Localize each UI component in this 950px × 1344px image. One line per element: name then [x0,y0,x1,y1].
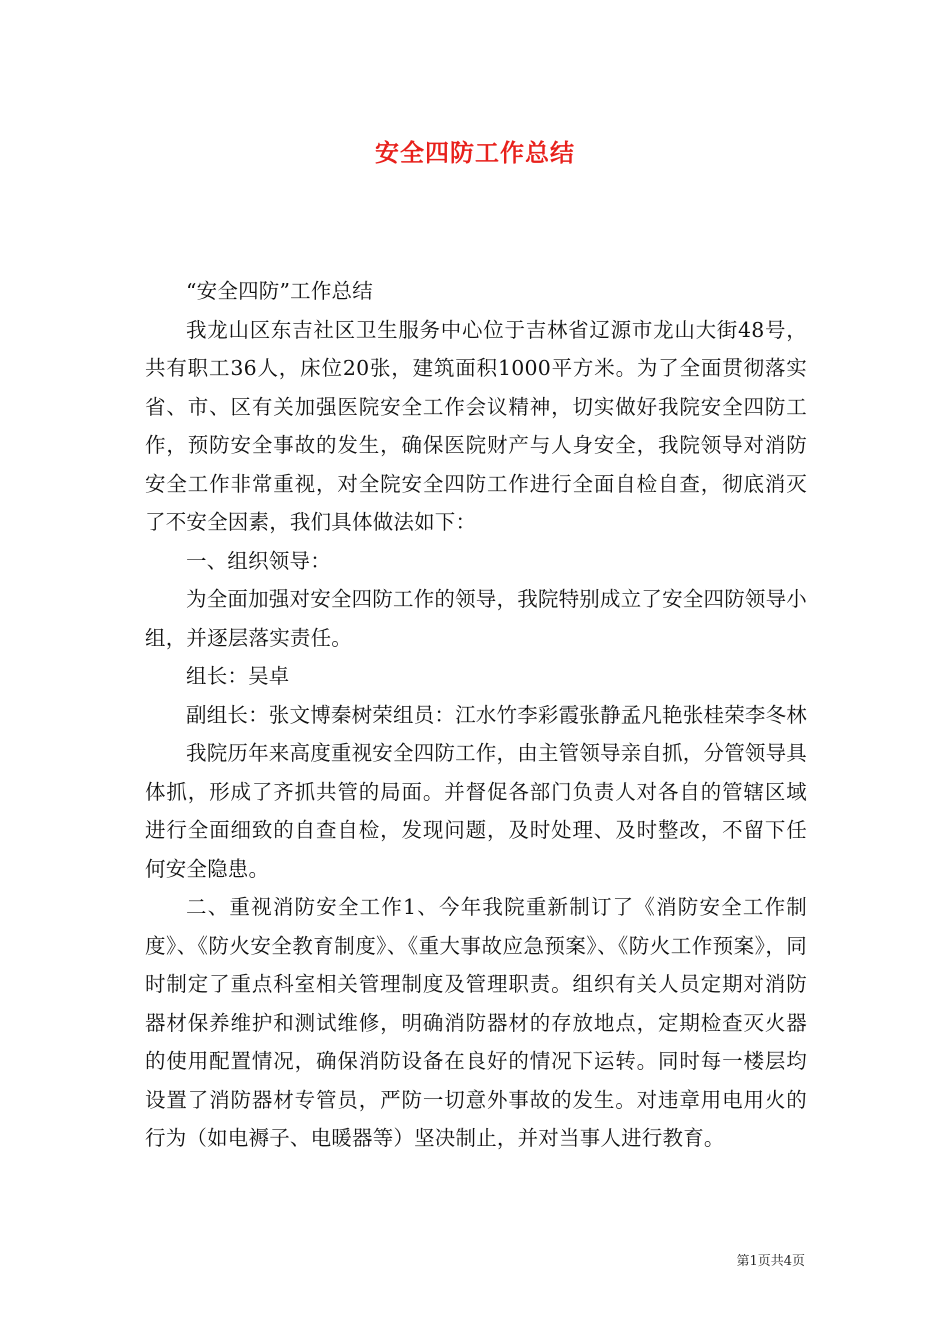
paragraph-management: 我院历年来高度重视安全四防工作，由主管领导亲自抓，分管领导具体抓，形成了齐抓共管的局面。并督促各部门负责人对各自的管辖区域进行全面细致的自查自检，发现问题，及时处理、及时整改，不留下任何安全隐患。 [145,741,807,881]
document-title: 安全四防工作总结 [375,139,575,167]
paragraph-fire-safety: 二、重视消防安全工作1、今年我院重新制订了《消防安全工作制度》、《防火安全教育制度》、《重大事故应急预案》、《防火工作预案》，同时制定了重点科室相关管理制度及管理职责。组织有关人员定期对消防器材保养维护和测试维修，明确消防器材的存放地点，定期检查灭火器的使用配置情况，确保消防设备在良好的情况下运转。同时每一楼层均设置了消防器材专管员，严防一切意外事故的发生。对违章用电用火的行为（如电褥子、电暖器等）坚决制止，并对当事人进行教育。 [145,895,807,1150]
document-body [145,272,807,1158]
paragraph-team-members: 副组长：张文博秦树荣组员：江水竹李彩霞张静孟凡艳张桂荣李冬林 [186,702,807,727]
paragraph-team-leader: 组长：吴卓 [186,664,290,688]
paragraph-leadership-group: 为全面加强对安全四防工作的领导，我院特别成立了安全四防领导小组，并逐层落实责任。 [145,587,807,650]
section-heading-organization: 一、组织领导： [186,548,331,573]
paragraph-intro: 我龙山区东吉社区卫生服务中心位于吉林省辽源市龙山大街48号，共有职工36人，床位20张，建筑面积1000平方米。为了全面贯彻落实省、市、区有关加强医院安全工作会议精神，切实做好我院安全四防工作，预防安全事故的发生，确保医院财产与人身安全，我院领导对消防安全工作非常重视，对全院安全四防工作进行全面自检自查，彻底消灭了不安全因素，我们具体做法如下： [145,317,807,534]
page-number: 第1页共4页 [736,1254,805,1269]
paragraph-heading: “安全四防”工作总结 [186,279,373,303]
